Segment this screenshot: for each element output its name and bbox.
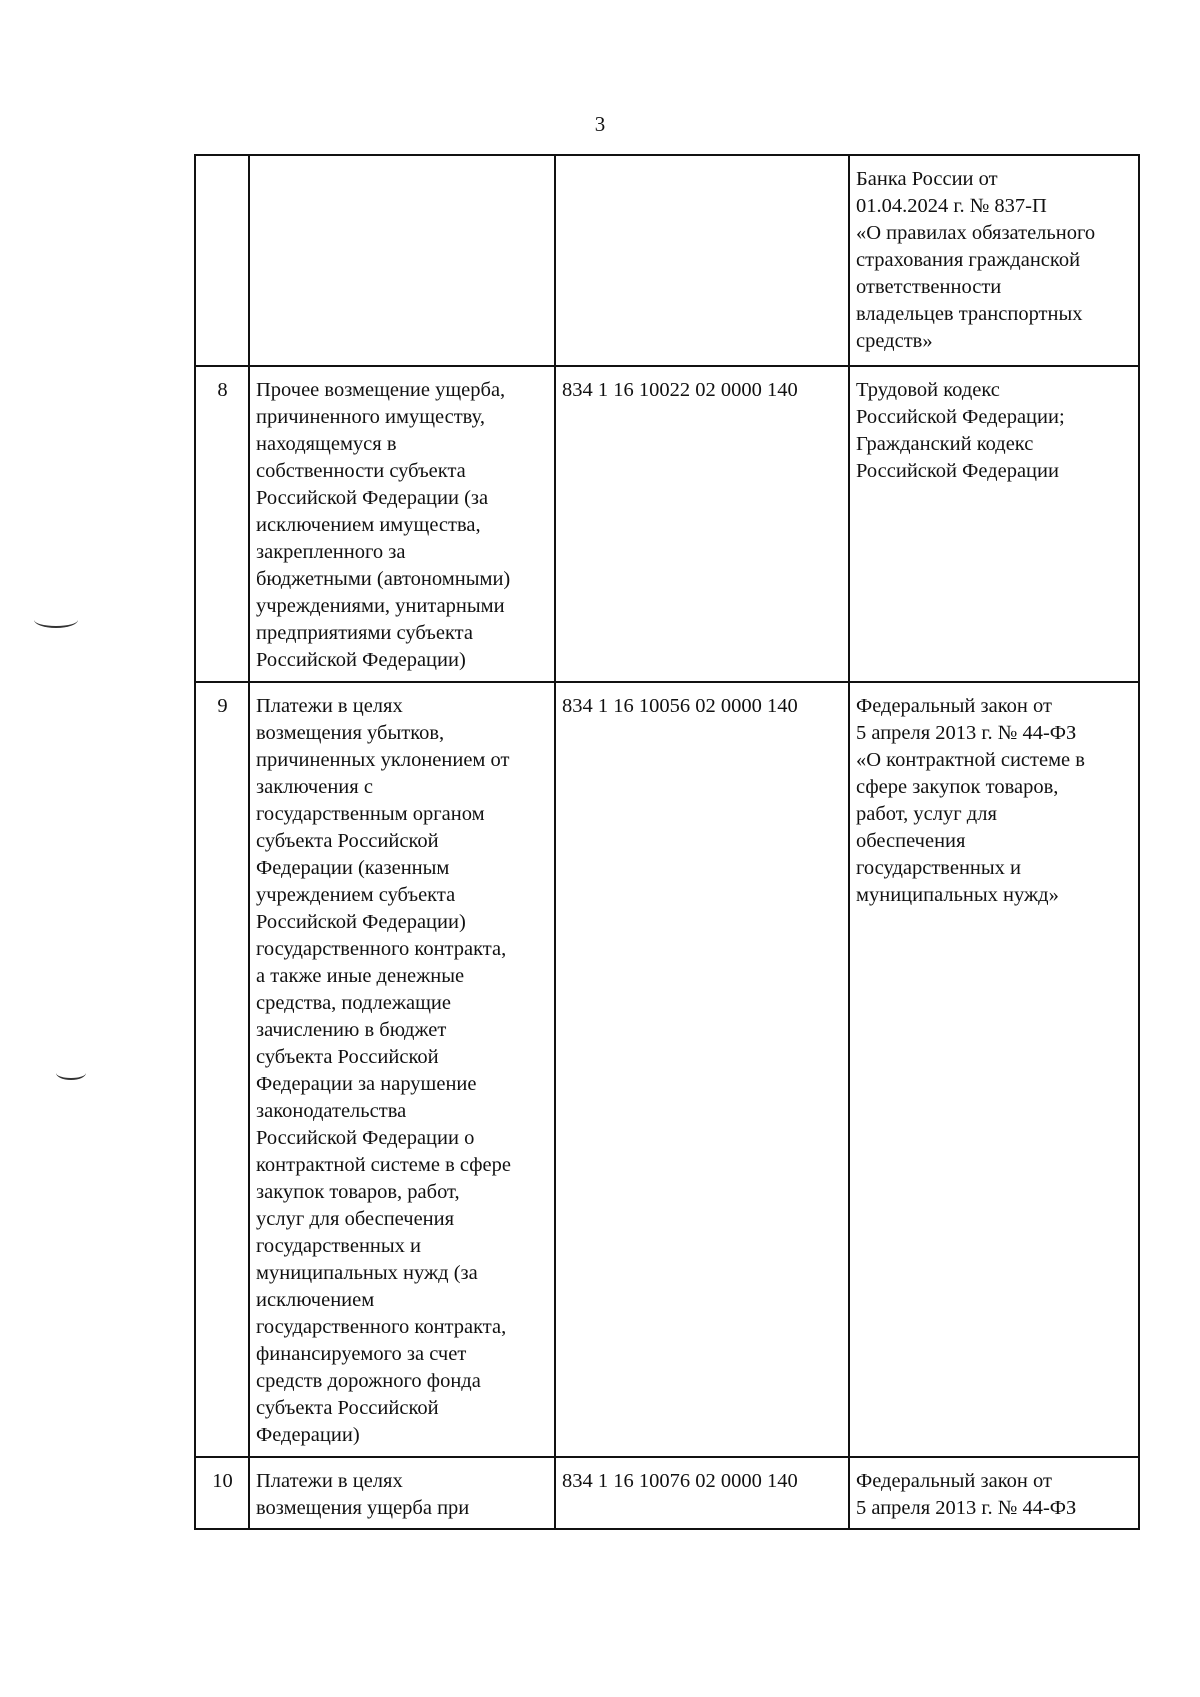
revenue-codes-table bbox=[194, 154, 1140, 1530]
income-name-cell: Платежи в целях возмещения ущерба при bbox=[249, 1457, 555, 1529]
page-number: 3 bbox=[594, 112, 606, 136]
legal-basis-cell: Трудовой кодекс Российской Федерации; Гражданский кодекс Российской Федерации bbox=[849, 366, 1139, 682]
row-number-cell: 8 bbox=[195, 366, 249, 682]
legal-basis-cell: Банка России от 01.04.2024 г. № 837-П «О правилах обязательного страхования гражданской ответственности владельцев транспортных средств» bbox=[849, 155, 1139, 366]
income-name-cell: Прочее возмещение ущерба, причиненного имуществу, находящемуся в собственности субъекта Российской Федерации (за исключением имущества, закрепленного за бюджетными (автономными) учреждениями, унитарными предприятиями субъекта Российской Федерации) bbox=[249, 366, 555, 682]
budget-code-cell: 834 1 16 10076 02 0000 140 bbox=[555, 1457, 849, 1529]
scan-mark bbox=[34, 612, 78, 628]
table-row bbox=[195, 1457, 1139, 1529]
income-name-cell bbox=[249, 155, 555, 366]
row-number-cell bbox=[195, 155, 249, 366]
legal-basis-cell: Федеральный закон от 5 апреля 2013 г. № 44-ФЗ bbox=[849, 1457, 1139, 1529]
table-row bbox=[195, 155, 1139, 366]
budget-code-cell: 834 1 16 10022 02 0000 140 bbox=[555, 366, 849, 682]
row-number-cell: 10 bbox=[195, 1457, 249, 1529]
table-row bbox=[195, 366, 1139, 682]
budget-code-cell bbox=[555, 155, 849, 366]
table-row bbox=[195, 682, 1139, 1457]
legal-basis-cell: Федеральный закон от 5 апреля 2013 г. № 44-ФЗ «О контрактной системе в сфере закупок товаров, работ, услуг для обеспечения государственных и муниципальных нужд» bbox=[849, 682, 1139, 1457]
scan-mark bbox=[56, 1066, 86, 1080]
row-number-cell: 9 bbox=[195, 682, 249, 1457]
income-name-cell: Платежи в целях возмещения убытков, причиненных уклонением от заключения с государственным органом субъекта Российской Федерации (казенным учреждением субъекта Российской Федерации) государственного контракта, а также иные денежные средства, подлежащие зачислению в бюджет субъекта Российской Федерации за нарушение законодательства Российской Федерации о контрактной системе в сфере закупок товаров, работ, услуг для обеспечения государственных и муниципальных нужд (за исключением государственного контракта, финансируемого за счет средств дорожного фонда субъекта Российской Федерации) bbox=[249, 682, 555, 1457]
budget-code-cell: 834 1 16 10056 02 0000 140 bbox=[555, 682, 849, 1457]
